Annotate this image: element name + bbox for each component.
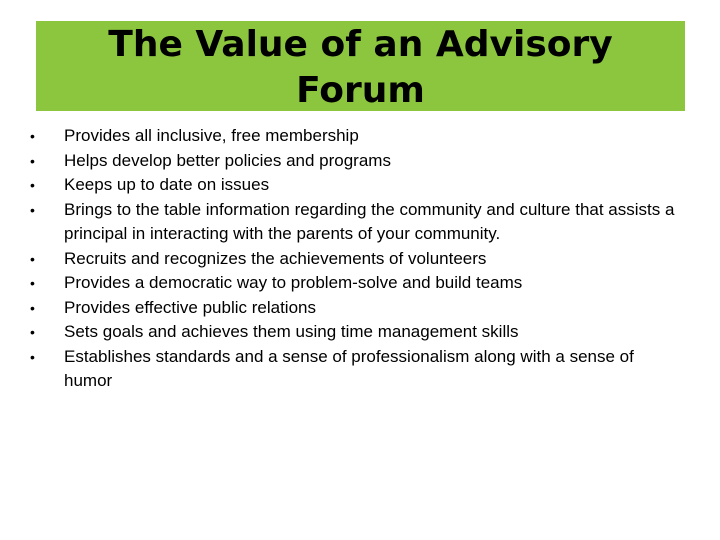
bullet-dot-icon: • (30, 128, 35, 144)
bullet-item (30, 173, 685, 198)
title-line-1: The Value of an Advisory (108, 24, 613, 65)
bullet-item (30, 320, 685, 345)
bullet-dot-icon: • (30, 152, 35, 169)
bullet-text: Provides a democratic way to problem-solve and build teams (64, 273, 523, 292)
bullet-text: Provides effective public relations (64, 297, 316, 317)
bullet-item (30, 296, 685, 321)
bullet-text: Brings to the table information regarding the community and culture that assists a principal in interacting with the parents of your community. (64, 199, 675, 243)
bullet-text: Provides all inclusive, free membership (64, 126, 359, 145)
bullet-dot-icon: • (30, 299, 35, 316)
title-line-2: Forum (296, 70, 425, 111)
bullet-item (30, 271, 685, 296)
bullet-text: Recruits and recognizes the achievements of volunteers (64, 248, 487, 268)
bullet-dot-icon: • (30, 324, 35, 340)
bullet-list (30, 124, 685, 394)
slide-title (36, 22, 685, 114)
bullet-dot-icon: • (30, 348, 35, 365)
bullet-item (30, 345, 685, 394)
bullet-item (30, 247, 685, 272)
bullet-text: Sets goals and achieves them using time management skills (64, 322, 519, 341)
bullet-dot-icon: • (30, 177, 35, 193)
bullet-text: Keeps up to date on issues (64, 175, 270, 194)
bullet-dot-icon: • (30, 275, 35, 291)
bullet-text: Helps develop better policies and programs (64, 150, 391, 170)
bullet-item (30, 124, 685, 149)
bullet-item (30, 198, 685, 247)
bullet-dot-icon: • (30, 250, 35, 267)
bullet-item (30, 149, 685, 174)
bullet-dot-icon: • (30, 201, 35, 218)
bullet-text: Establishes standards and a sense of professionalism along with a sense of humor (64, 346, 634, 390)
